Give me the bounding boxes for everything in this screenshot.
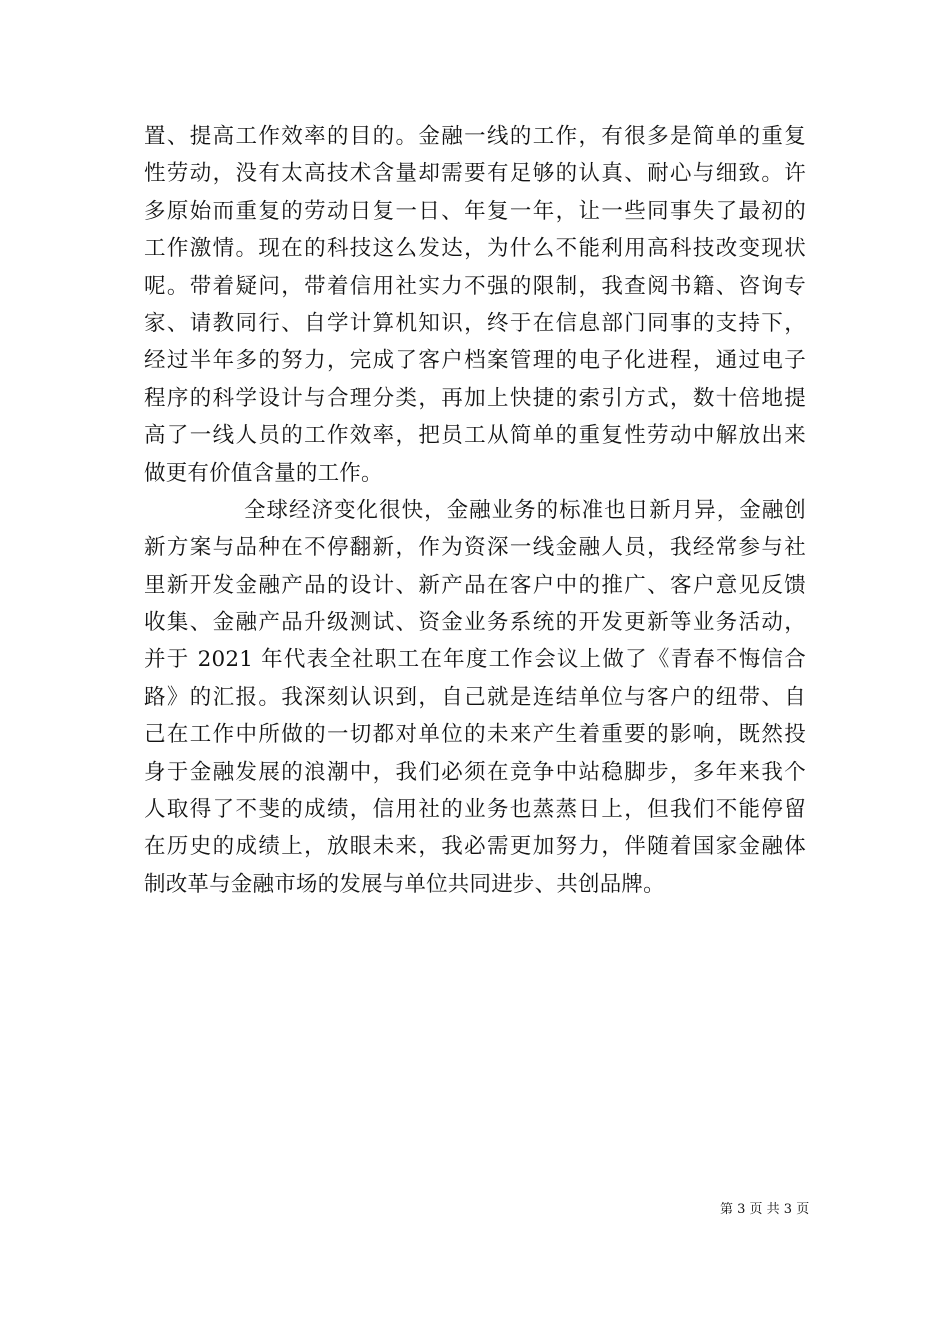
paragraph-1-line-7: 经过半年多的努力，完成了客户档案管理的电子化进程，通过电子 <box>144 348 806 374</box>
paragraph-1-line-5: 呢。带着疑问，带着信用社实力不强的限制，我查阅书籍、咨询专 <box>144 273 806 299</box>
paragraph-1-line-10: 做更有价值含量的工作。 <box>144 460 383 486</box>
paragraph-2-line-6: 路》的汇报。我深刻认识到，自己就是连结单位与客户的纽带、自 <box>144 684 806 710</box>
paragraph-1-line-4: 工作激情。现在的科技这么发达，为什么不能利用高科技改变现状 <box>144 236 806 262</box>
paragraph-2-line-9: 人取得了不斐的成绩，信用社的业务也蒸蒸日上，但我们不能停留 <box>144 797 806 823</box>
paragraph-2-line-4: 收集、金融产品升级测试、资金业务系统的开发更新等业务活动， <box>144 610 806 636</box>
paragraph-2-line-1: 全球经济变化很快，金融业务的标准也日新月异，金融创 <box>244 497 806 523</box>
paragraph-1-line-2: 性劳动，没有太高技术含量却需要有足够的认真、耐心与细致。许 <box>144 161 806 187</box>
paragraph-1-line-3: 多原始而重复的劳动日复一日、年复一年，让一些同事失了最初的 <box>144 198 806 224</box>
paragraph-2-line-11: 制改革与金融市场的发展与单位共同进步、共创品牌。 <box>144 871 665 897</box>
paragraph-1-line-9: 高了一线人员的工作效率，把员工从简单的重复性劳动中解放出来 <box>144 423 806 449</box>
paragraph-2-line-2: 新方案与品种在不停翻新，作为资深一线金融人员，我经常参与社 <box>144 535 806 561</box>
paragraph-2-line-7: 己在工作中所做的一切都对单位的未来产生着重要的影响，既然投 <box>144 722 806 748</box>
page-number-footer: 第 3 页 共 3 页 <box>720 1202 810 1217</box>
paragraph-2-line-3: 里新开发金融产品的设计、新产品在客户中的推广、客户意见反馈 <box>144 572 806 598</box>
paragraph-2-line-5: 并于 2021 年代表全社职工在年度工作会议上做了《青春不悔信合 <box>144 647 806 673</box>
paragraph-2-line-8: 身于金融发展的浪潮中，我们必须在竞争中站稳脚步，多年来我个 <box>144 759 806 785</box>
paragraph-1-line-8: 程序的科学设计与合理分类，再加上快捷的索引方式，数十倍地提 <box>144 385 806 411</box>
paragraph-1-line-6: 家、请教同行、自学计算机知识，终于在信息部门同事的支持下， <box>144 310 806 336</box>
paragraph-1-line-1: 置、提高工作效率的目的。金融一线的工作，有很多是简单的重复 <box>144 124 806 149</box>
paragraph-2-line-10: 在历史的成绩上，放眼未来，我必需更加努力，伴随着国家金融体 <box>144 834 806 860</box>
body-text <box>144 118 806 903</box>
